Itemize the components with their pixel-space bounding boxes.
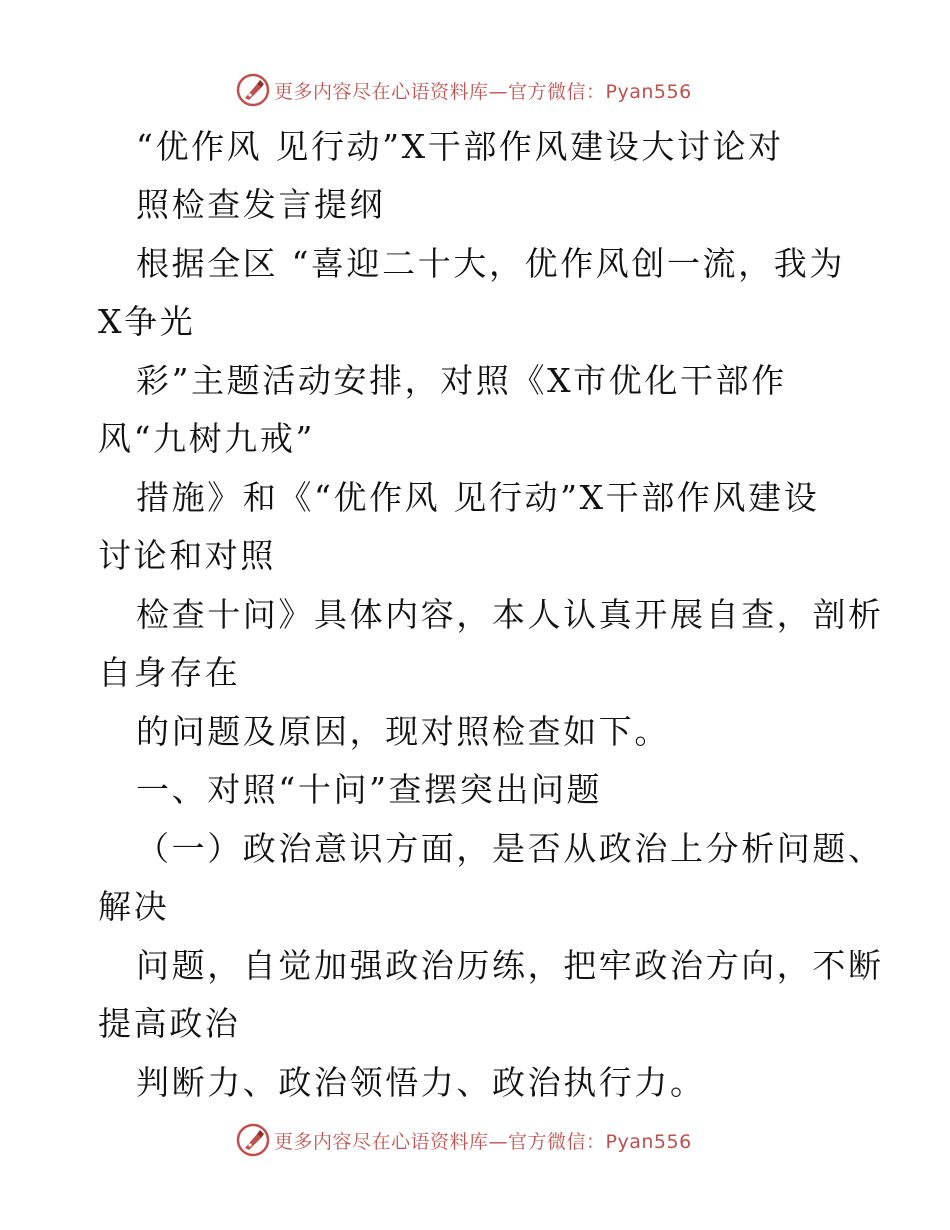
- section-heading: 一、对照“十问”查摆突出问题: [136, 770, 603, 809]
- paragraph-line: 自身存在: [98, 653, 241, 692]
- paragraph-line: 判断力、政治领悟力、政治执行力。: [136, 1063, 706, 1102]
- pen-nib-icon: [236, 1123, 270, 1157]
- paragraph-line: X争光: [98, 302, 196, 341]
- watermark-label: 更多内容尽在心语资料库—官方微信：: [274, 80, 606, 103]
- paragraph-line: 风“九树九戒”: [98, 419, 315, 458]
- document-title-line: “优作风 见行动”X干部作风建设大讨论对: [136, 127, 784, 166]
- watermark-wechat-id: Pyan556: [605, 1130, 692, 1153]
- paragraph-line: 解决: [98, 887, 170, 926]
- paragraph-line: 检查十问》具体内容，本人认真开展自查，剖析: [136, 595, 884, 634]
- paragraph-line: 的问题及原因，现对照检查如下。: [136, 712, 670, 751]
- paragraph-line: 提高政治: [98, 1004, 241, 1043]
- paragraph-line: 彩”主题活动安排，对照《X市优化干部作: [136, 361, 787, 400]
- watermark-footer: [236, 1122, 692, 1158]
- paragraph-line: 根据全区 “喜迎二十大，优作风创一流，我为: [136, 244, 845, 283]
- document-title-line: 照检查发言提纲: [136, 185, 386, 224]
- watermark-label: 更多内容尽在心语资料库—官方微信：: [274, 1130, 606, 1153]
- watermark-text: [274, 1127, 692, 1154]
- paragraph-line: 措施》和《“优作风 见行动”X干部作风建设: [136, 478, 820, 517]
- paragraph-line: （一）政治意识方面，是否从政治上分析问题、: [136, 829, 884, 868]
- watermark-wechat-id: Pyan556: [605, 80, 692, 103]
- paragraph-line: 讨论和对照: [98, 536, 276, 575]
- paragraph-line: 问题，自觉加强政治历练，把牢政治方向，不断: [136, 946, 884, 985]
